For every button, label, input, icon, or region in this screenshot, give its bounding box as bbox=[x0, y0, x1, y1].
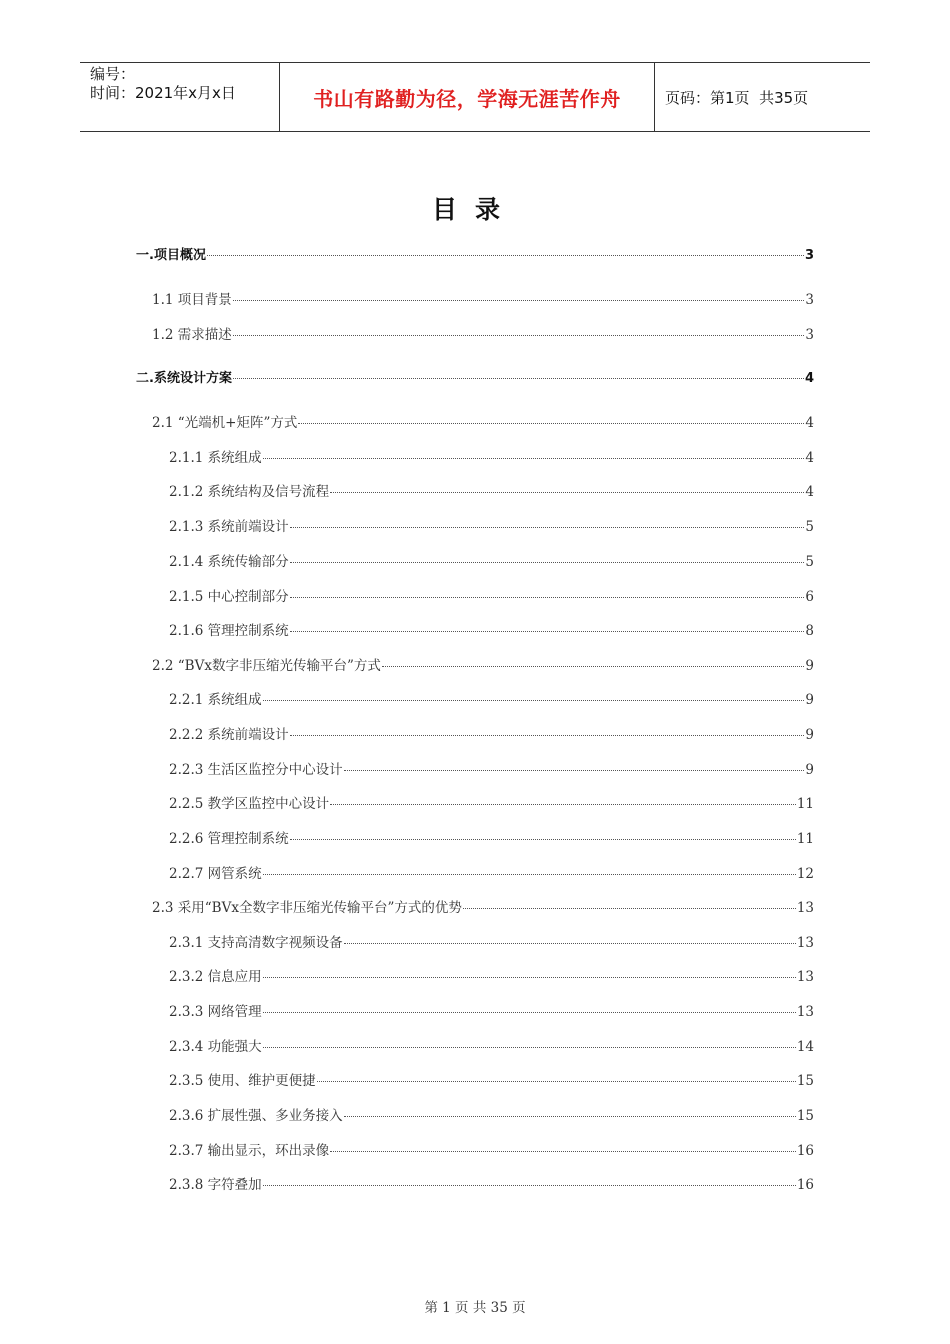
toc-entry-page: 9 bbox=[805, 727, 814, 743]
toc-leader-dots bbox=[233, 378, 804, 379]
toc-entry-page: 11 bbox=[796, 796, 814, 812]
toc-leader-dots bbox=[263, 700, 805, 701]
toc-entry[interactable] bbox=[169, 827, 814, 847]
toc-entry-label: 2.3.6 扩展性强、多业务接入 bbox=[169, 1108, 343, 1124]
toc-leader-dots bbox=[290, 562, 805, 563]
toc-leader-dots bbox=[263, 1185, 796, 1186]
toc-leader-dots bbox=[263, 874, 796, 875]
toc-entry-label: 2.1.3 系统前端设计 bbox=[169, 519, 289, 535]
toc-entry[interactable] bbox=[169, 758, 814, 778]
header-page-info: 页码：第1页 共35页 bbox=[665, 88, 809, 107]
toc-entry-label: 1.1 项目背景 bbox=[152, 292, 232, 308]
header-number-label: 编号： bbox=[90, 65, 136, 83]
toc-entry-label: 2.3.5 使用、维护更便捷 bbox=[169, 1073, 316, 1089]
toc-entry-label: 2.3.4 功能强大 bbox=[169, 1039, 262, 1055]
toc-entry[interactable] bbox=[169, 965, 814, 985]
toc-entry-label: 2.1.5 中心控制部分 bbox=[169, 589, 289, 605]
toc-entry-label: 2.3.8 字符叠加 bbox=[169, 1177, 262, 1193]
toc-entry-page: 9 bbox=[805, 692, 814, 708]
toc-entry[interactable] bbox=[169, 1104, 814, 1124]
toc-leader-dots bbox=[344, 770, 805, 771]
toc-entry[interactable] bbox=[169, 446, 814, 466]
toc-leader-dots bbox=[263, 1047, 796, 1048]
toc-entry-page: 6 bbox=[805, 589, 814, 605]
toc-entry-label: 2.3.3 网络管理 bbox=[169, 1004, 262, 1020]
toc-entry-page: 13 bbox=[796, 935, 814, 951]
toc-entry-label: 1.2 需求描述 bbox=[152, 327, 232, 343]
page-footer: 第 1 页 共 35 页 bbox=[424, 1300, 526, 1316]
toc-entry-label: 2.2 “BVx数字非压缩光传输平台”方式 bbox=[152, 658, 381, 674]
toc-entry[interactable] bbox=[136, 367, 814, 386]
toc-entry-label: 2.2.5 教学区监控中心设计 bbox=[169, 796, 330, 812]
toc-entry[interactable] bbox=[169, 688, 814, 708]
toc-leader-dots bbox=[290, 735, 805, 736]
toc-entry-page: 9 bbox=[805, 658, 814, 674]
toc-title: 目录 bbox=[431, 195, 518, 224]
toc-entry-label: 2.2.6 管理控制系统 bbox=[169, 831, 289, 847]
toc-entry-page: 15 bbox=[796, 1108, 814, 1124]
toc-entry-page: 12 bbox=[796, 866, 814, 882]
toc-leader-dots bbox=[330, 492, 804, 493]
toc-leader-dots bbox=[290, 631, 805, 632]
toc-entry-page: 4 bbox=[805, 450, 814, 466]
toc-entry-page: 13 bbox=[796, 1004, 814, 1020]
toc-leader-dots bbox=[298, 423, 804, 424]
toc-entry-page: 4 bbox=[804, 371, 814, 386]
toc-leader-dots bbox=[290, 527, 805, 528]
toc-entry-label: 2.3.2 信息应用 bbox=[169, 969, 262, 985]
toc-entry-page: 5 bbox=[805, 554, 814, 570]
toc-entry-label: 二.系统设计方案 bbox=[136, 371, 232, 386]
toc-entry[interactable] bbox=[152, 896, 814, 916]
toc-entry[interactable] bbox=[169, 1069, 814, 1089]
toc-entry[interactable] bbox=[169, 480, 814, 500]
toc-entry-label: 2.2.1 系统组成 bbox=[169, 692, 262, 708]
toc-entry-page: 13 bbox=[796, 900, 814, 916]
toc-leader-dots bbox=[290, 597, 805, 598]
toc-entry[interactable] bbox=[169, 1173, 814, 1193]
toc-entry-page: 16 bbox=[796, 1177, 814, 1193]
toc-leader-dots bbox=[263, 458, 805, 459]
toc-entry-label: 2.2.7 网管系统 bbox=[169, 866, 262, 882]
toc-entry-page: 4 bbox=[805, 484, 814, 500]
toc-entry-page: 16 bbox=[796, 1143, 814, 1159]
toc-leader-dots bbox=[330, 1151, 796, 1152]
toc-entry[interactable] bbox=[152, 288, 814, 308]
toc-entry-page: 8 bbox=[805, 623, 814, 639]
toc-entry[interactable] bbox=[169, 1035, 814, 1055]
toc-entry-label: 2.2.2 系统前端设计 bbox=[169, 727, 289, 743]
toc-entry-page: 3 bbox=[805, 292, 814, 308]
toc-entry-page: 15 bbox=[796, 1073, 814, 1089]
toc-leader-dots bbox=[207, 255, 804, 256]
toc-entry[interactable] bbox=[152, 323, 814, 343]
toc-entry[interactable] bbox=[152, 411, 814, 431]
toc-leader-dots bbox=[463, 908, 796, 909]
toc-entry-page: 14 bbox=[796, 1039, 814, 1055]
toc-entry-label: 2.1.1 系统组成 bbox=[169, 450, 262, 466]
toc-entry-page: 4 bbox=[805, 415, 814, 431]
toc-entry[interactable] bbox=[169, 792, 814, 812]
toc-entry[interactable] bbox=[169, 1000, 814, 1020]
toc-entry[interactable] bbox=[169, 1139, 814, 1159]
toc-entry[interactable] bbox=[152, 654, 814, 674]
toc-entry-page: 9 bbox=[805, 762, 814, 778]
toc-entry[interactable] bbox=[169, 931, 814, 951]
toc-leader-dots bbox=[317, 1081, 796, 1082]
toc-entry[interactable] bbox=[169, 585, 814, 605]
toc-entry[interactable] bbox=[136, 244, 814, 263]
toc-entry-label: 2.2.3 生活区监控分中心设计 bbox=[169, 762, 343, 778]
toc-entry-label: 2.3 采用“BVx全数字非压缩光传输平台”方式的优势 bbox=[152, 900, 462, 916]
toc-leader-dots bbox=[382, 666, 805, 667]
toc-leader-dots bbox=[344, 943, 796, 944]
header-motto: 书山有路勤为径，学海无涯苦作舟 bbox=[280, 63, 655, 131]
toc-entry[interactable] bbox=[169, 515, 814, 535]
toc-entry-label: 2.1.2 系统结构及信号流程 bbox=[169, 484, 330, 500]
toc-entry-page: 5 bbox=[805, 519, 814, 535]
toc-entry-label: 2.1 “光端机+矩阵”方式 bbox=[152, 415, 298, 431]
toc-entry-page: 13 bbox=[796, 969, 814, 985]
toc-entry-label: 2.3.7 输出显示，环出录像 bbox=[169, 1143, 330, 1159]
toc-entry-label: 2.1.6 管理控制系统 bbox=[169, 623, 289, 639]
toc-leader-dots bbox=[290, 839, 796, 840]
toc-leader-dots bbox=[263, 977, 796, 978]
toc-leader-dots bbox=[263, 1012, 796, 1013]
header-time-label: 时间：2021年x月x日 bbox=[90, 84, 236, 102]
toc-entry-page: 11 bbox=[796, 831, 814, 847]
toc-entry[interactable] bbox=[169, 619, 814, 639]
toc-entry-page: 3 bbox=[805, 327, 814, 343]
toc-leader-dots bbox=[344, 1116, 796, 1117]
toc-entry-label: 2.3.1 支持高清数字视频设备 bbox=[169, 935, 343, 951]
toc-entry[interactable] bbox=[169, 550, 814, 570]
toc-entry-page: 3 bbox=[804, 248, 814, 263]
toc-entry[interactable] bbox=[169, 723, 814, 743]
toc-leader-dots bbox=[330, 804, 796, 805]
toc-entry[interactable] bbox=[169, 862, 814, 882]
toc-leader-dots bbox=[233, 300, 805, 301]
toc-entry-label: 2.1.4 系统传输部分 bbox=[169, 554, 289, 570]
toc-entry-label: 一.项目概况 bbox=[136, 248, 206, 263]
toc-leader-dots bbox=[233, 335, 805, 336]
